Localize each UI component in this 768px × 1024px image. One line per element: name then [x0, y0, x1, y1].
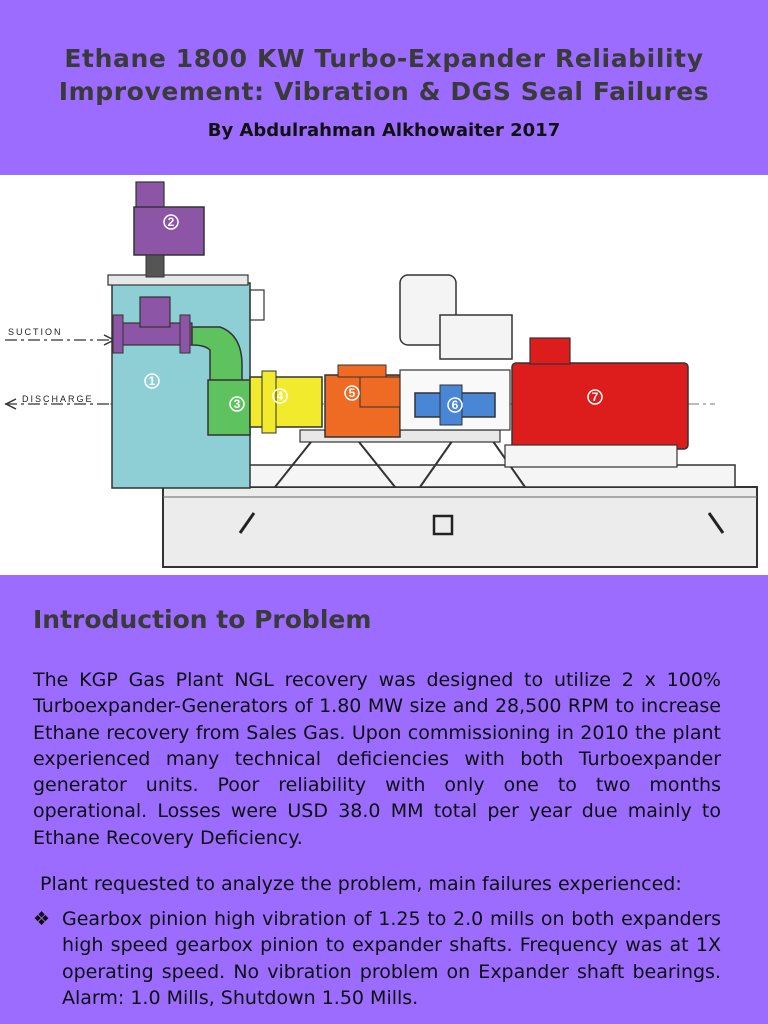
request-line: Plant requested to analyze the problem, main failures experienced: [40, 873, 682, 895]
suction-label: SUCTION [8, 327, 63, 337]
callout-7: 7 [591, 390, 599, 404]
page-title [0, 42, 768, 108]
terminal-box [530, 338, 570, 364]
inlet-flange-right [180, 315, 190, 353]
callout-1: 1 [148, 374, 156, 388]
bullet-text: Gearbox pinion high vibration of 1.25 to 2.0 mills on both expanders high speed gearbox pinion to expander shafts. Frequency was at 1X operating speed. No vibration problem on Expander shaft bearings. Alarm: 1.0 Mills, Shutdown 1.50 Mills. [62, 908, 721, 1009]
motor-stem [146, 255, 164, 277]
motor-top-cap [136, 182, 164, 210]
heading-part-2: Problem [254, 605, 372, 634]
turboexpander-diagram [0, 175, 768, 575]
intro-paragraph: The KGP Gas Plant NGL recovery was designed to utilize 2 x 100% Turboexpander-Generators of 1.80 MW size and 28,500 RPM to increase Ethane recovery from Sales Gas. Upon commissioning in 2010 the plant experienced many technical deficiencies with both Turboexpander generator units. Poor reliability with only one to two months operational. Losses were USD 38.0 MM total per year due mainly to Ethane Recovery Deficiency. [33, 669, 721, 849]
gearbox-top [338, 365, 386, 377]
inlet-valve [140, 297, 170, 327]
yellow-coupling [250, 377, 322, 427]
generator-base [505, 445, 677, 467]
vessel-top-plate [108, 275, 248, 285]
title-line-2: Improvement: Vibration & DGS Seal Failures [58, 77, 710, 106]
skid-base [163, 487, 757, 567]
machine-drawing [0, 175, 768, 575]
heading-part-1: Introduction to [33, 605, 246, 634]
vessel-bracket [250, 290, 264, 320]
section-heading [33, 605, 371, 634]
bullet-item [33, 906, 721, 1011]
header-band [0, 0, 768, 175]
generator [512, 363, 688, 449]
diamond-bullet-icon: ❖ [33, 908, 51, 930]
callout-3: 3 [233, 397, 241, 411]
callout-4: 4 [276, 389, 284, 403]
inlet-flange-left [113, 315, 123, 353]
callout-2: 2 [167, 215, 175, 229]
introduction-section [0, 575, 768, 1024]
gearbox-housing [360, 377, 400, 407]
title-line-1: Ethane 1800 KW Turbo-Expander Reliability [64, 44, 704, 73]
discharge-label: DISCHARGE [22, 394, 94, 404]
control-panel [440, 315, 512, 359]
yellow-flange [262, 371, 276, 433]
callout-6: 6 [451, 398, 459, 412]
author-line: By Abdulrahman Alkhowaiter 2017 [207, 120, 561, 141]
callout-5: 5 [348, 386, 356, 400]
